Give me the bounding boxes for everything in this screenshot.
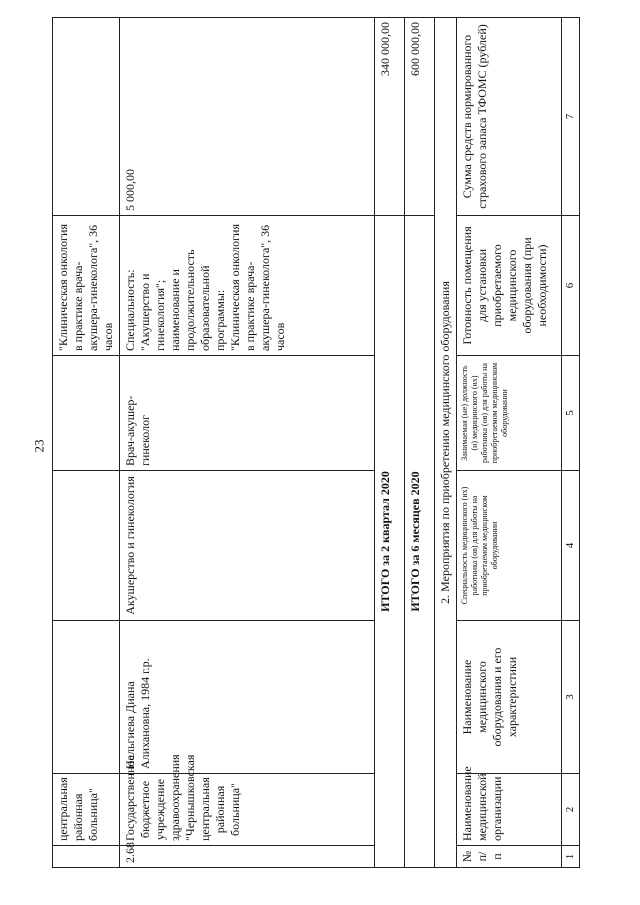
table-row (120, 18, 375, 868)
column-number-row (562, 18, 580, 868)
column-number: 2 (562, 774, 580, 846)
column-number: 6 (562, 216, 580, 356)
report-table (52, 17, 580, 868)
column-number: 3 (562, 621, 580, 774)
total-q2-value: 340 000,00 (375, 18, 405, 216)
specialty-cell: Акушерство и гинекология (120, 471, 375, 621)
total-q2-label: ИТОГО за 2 квартал 2020 (375, 216, 405, 868)
header-cell: Наименование медицинской организации (457, 774, 562, 846)
table-row (53, 18, 120, 868)
row-number-cell: 2.68 (120, 846, 375, 868)
name-cell: Нальгиева Диана Алихановна, 1984 г.р. (120, 621, 375, 774)
position-cell: Врач-акушер-гинеколог (120, 356, 375, 471)
program-cell: Специальность: "Акушерство и гинекология"; наименование и продолжительность образовательной программы: "Клиническая онкология в практике врача-акушера-гинеколога", 36 часов (120, 216, 375, 356)
total-6m-label: ИТОГО за 6 месяцев 2020 (405, 216, 435, 868)
header-cell: № п/п (457, 846, 562, 868)
org-cell: центральная районная больница" (53, 774, 120, 846)
column-number: 1 (562, 846, 580, 868)
column-number: 5 (562, 356, 580, 471)
section-title: 2. Мероприятия по приобретению медицинского оборудования (435, 18, 457, 868)
header-cell: Готовность помещения для установки приобретаемого медицинского оборудования (при необходимости) (457, 216, 562, 356)
header-row (457, 18, 562, 868)
header-cell: Сумма средств нормированного страхового запаса ТФОМС (рублей) (457, 18, 562, 216)
sum-cell: 5 000,00 (120, 18, 375, 216)
page-number: 23 (31, 439, 47, 453)
header-cell: Специальность медицинского (их) работника (ов) для работы на приобретаемом медицинском оборудовании (457, 471, 562, 621)
header-cell: Занимаемая (ые) должность (и) медицинского (их) работника (ов) для работы на приобретаемом медицинском оборудовании (457, 356, 562, 471)
column-number: 4 (562, 471, 580, 621)
header-cell: Наименование медицинского оборудования и его характеристики (457, 621, 562, 774)
total-row (375, 18, 405, 868)
section-title-row (435, 18, 457, 868)
rotated-table-container (52, 18, 576, 868)
org-cell: Государственное бюджетное учреждение здравоохранения "Чернышковская центральная районная больница" (120, 774, 375, 846)
total-6m-value: 600 000,00 (405, 18, 435, 216)
total-row (405, 18, 435, 868)
column-number: 7 (562, 18, 580, 216)
program-cell: "Клиническая онкология в практике врача-акушера-гинеколога", 36 часов (53, 216, 120, 356)
